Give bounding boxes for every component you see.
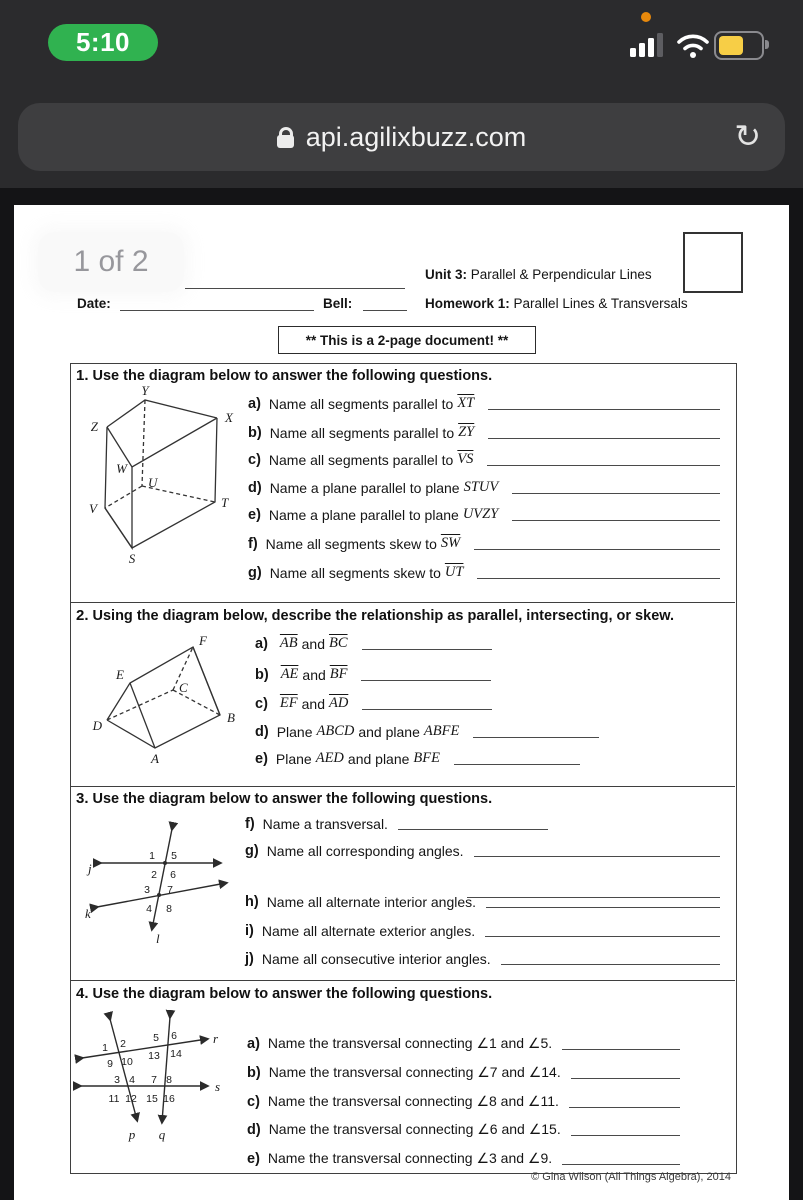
q4-angle-13: 13 — [148, 1050, 160, 1062]
grade-box — [683, 232, 743, 293]
q4-item-b: b) Name the transversal connecting ∠7 and ∠14. — [247, 1064, 680, 1081]
answer-blank — [477, 568, 720, 579]
q4-line-s-label: s — [215, 1079, 221, 1094]
browser-chrome — [0, 0, 803, 188]
q1-item-g: g) Name all segments skew to $\overline{UT}$ — [248, 564, 720, 581]
q2-vertex-C: C — [179, 680, 188, 695]
answer-blank — [487, 455, 720, 466]
answer-blank — [571, 1068, 680, 1079]
q1-item-c: c) Name all segments parallel to $\overline{VS}$ — [248, 451, 720, 468]
answer-blank — [512, 510, 720, 521]
q1-vertex-T: T — [221, 495, 229, 510]
document-page — [14, 205, 789, 1200]
q4-item-e: e) Name the transversal connecting ∠3 and ∠9. — [247, 1150, 680, 1167]
q1-vertex-W: W — [116, 461, 127, 476]
answer-blank — [362, 639, 492, 650]
cellular-signal-icon — [630, 33, 663, 57]
q4-angle-2: 2 — [120, 1038, 126, 1050]
answer-blank — [562, 1154, 680, 1165]
q3-prompt: 3. Use the diagram below to answer the following questions. — [76, 790, 493, 807]
answer-blank — [569, 1097, 680, 1108]
q2-prompt: 2. Using the diagram below, describe the relationship as parallel, intersecting, or skew. — [76, 607, 675, 624]
q1-item-e: e) Name a plane parallel to plane UVZY — [248, 506, 720, 523]
q4-line-q-label: q — [158, 1127, 166, 1142]
q3-angle-6: 6 — [170, 869, 176, 881]
q3-item-f: f) Name a transversal. — [245, 816, 548, 832]
battery-level — [719, 36, 743, 55]
q4-angle-8: 8 — [166, 1074, 172, 1086]
table-divider-3 — [70, 980, 735, 981]
table-divider-2 — [70, 786, 735, 787]
date-blank — [120, 310, 314, 311]
q1-vertex-X: X — [225, 410, 233, 425]
q3-angle-2: 2 — [151, 869, 157, 881]
q2-vertex-F: F — [199, 633, 207, 648]
answer-blank — [473, 727, 599, 738]
q3-line-j-label: j — [88, 861, 92, 876]
name-blank — [185, 288, 405, 289]
q2-prism-diagram — [94, 625, 264, 775]
q4-prompt: 4. Use the diagram below to answer the following questions. — [76, 985, 493, 1002]
q1-vertex-S: S — [128, 551, 136, 566]
q1-vertex-Y: Y — [141, 383, 149, 398]
q1-vertex-V: V — [89, 501, 97, 516]
recording-indicator-dot — [641, 12, 651, 22]
q2-item-c: c) $\overline{EF}$ and $\overline{AD}$ — [255, 695, 492, 712]
q4-lines-diagram — [76, 1010, 228, 1145]
battery-icon — [714, 31, 764, 60]
wifi-icon — [676, 32, 710, 59]
q4-angle-9: 9 — [107, 1058, 113, 1070]
unit-heading: Unit 3: Parallel & Perpendicular Lines — [425, 267, 652, 282]
answer-blank — [361, 670, 491, 681]
homework-heading: Homework 1: Parallel Lines & Transversals — [425, 296, 688, 311]
answer-blank — [501, 954, 720, 965]
q4-angle-7: 7 — [151, 1074, 157, 1086]
q2-item-a: a) $\overline{AB}$ and $\overline{BC}$ — [255, 635, 492, 652]
address-bar[interactable] — [18, 103, 785, 171]
q3-line-l-label: l — [156, 931, 160, 946]
answer-blank — [488, 399, 720, 410]
lock-icon — [277, 135, 294, 148]
answer-blank — [571, 1125, 680, 1136]
answer-blank — [485, 926, 720, 937]
q3-item-i: i) Name all alternate exterior angles. — [245, 923, 720, 939]
q1-prism-diagram — [70, 383, 260, 598]
answer-blank — [454, 754, 580, 765]
q3-line-k-label: k — [85, 906, 91, 921]
q1-item-b: b) Name all segments parallel to $\overline{ZY}$ — [248, 424, 720, 441]
q4-angle-16: 16 — [163, 1093, 175, 1105]
q3-item-j: j) Name all consecutive interior angles. — [245, 951, 720, 967]
q2-item-b: b) $\overline{AE}$ and $\overline{BF}$ — [255, 666, 491, 683]
q2-vertex-B: B — [227, 710, 235, 725]
q4-line-r-label: r — [213, 1031, 219, 1046]
q1-vertex-U: U — [148, 475, 158, 490]
q1-item-a: a) Name all segments parallel to $\overline{XT}$ — [248, 395, 720, 412]
q1-item-d: d) Name a plane parallel to plane STUV — [248, 479, 720, 496]
answer-blank — [486, 897, 720, 908]
reload-button[interactable]: ↻ — [734, 117, 761, 155]
status-time-pill[interactable] — [48, 24, 158, 61]
q4-angle-4: 4 — [129, 1074, 135, 1086]
q1-vertex-Z: Z — [90, 419, 98, 434]
two-page-notice: ** This is a 2-page document! ** — [278, 326, 536, 354]
q4-angle-15: 15 — [146, 1093, 158, 1105]
q4-angle-10: 10 — [121, 1056, 133, 1068]
q4-line-p-label: p — [128, 1127, 136, 1142]
q2-vertex-E: E — [116, 667, 124, 682]
q4-item-d: d) Name the transversal connecting ∠6 and ∠15. — [247, 1121, 680, 1138]
q3-lines-diagram — [84, 815, 234, 947]
q3-angle-5: 5 — [171, 850, 177, 862]
q3-angle-1: 1 — [149, 850, 155, 862]
status-time: 5:10 — [75, 27, 131, 57]
q3-angle-4: 4 — [146, 903, 152, 915]
answer-blank — [398, 819, 548, 830]
q4-angle-1: 1 — [102, 1042, 108, 1054]
q4-angle-11: 11 — [108, 1093, 120, 1105]
copyright-notice: © Gina Wilson (All Things Algebra), 2014 — [531, 1171, 731, 1183]
url-domain: api.agilixbuzz.com — [305, 121, 527, 152]
q4-angle-3: 3 — [114, 1074, 120, 1086]
table-divider-1 — [70, 602, 735, 603]
q2-vertex-D: D — [92, 718, 102, 733]
answer-blank — [474, 539, 720, 550]
date-label: Date: — [77, 296, 111, 311]
q3-angle-7: 7 — [167, 884, 173, 896]
answer-blank — [362, 699, 492, 710]
bell-blank — [363, 310, 407, 311]
q4-item-a: a) Name the transversal connecting ∠1 and ∠5. — [247, 1035, 680, 1052]
q2-item-d: d) Plane ABCD and plane ABFE — [255, 723, 599, 740]
q4-item-c: c) Name the transversal connecting ∠8 and ∠11. — [247, 1093, 680, 1110]
answer-blank — [488, 428, 720, 439]
q3-angle-8: 8 — [166, 903, 172, 915]
q1-prompt: 1. Use the diagram below to answer the following questions. — [76, 367, 493, 384]
q4-angle-12: 12 — [125, 1093, 137, 1105]
page-indicator: 1 of 2 — [38, 232, 184, 292]
answer-blank — [512, 483, 720, 494]
q2-item-e: e) Plane AED and plane BFE — [255, 750, 580, 767]
q4-angle-14: 14 — [170, 1048, 182, 1060]
q4-angle-5: 5 — [153, 1032, 159, 1044]
q2-vertex-A: A — [151, 751, 159, 766]
q1-item-f: f) Name all segments skew to $\overline{SW}$ — [248, 535, 720, 552]
answer-blank — [562, 1039, 680, 1050]
q3-item-g: g) Name all corresponding angles. — [245, 843, 720, 859]
bell-label: Bell: — [323, 296, 353, 311]
answer-blank — [474, 846, 720, 857]
q4-angle-6: 6 — [171, 1030, 177, 1042]
q3-angle-3: 3 — [144, 884, 150, 896]
q3-item-h: h) Name all alternate interior angles. — [245, 894, 720, 910]
